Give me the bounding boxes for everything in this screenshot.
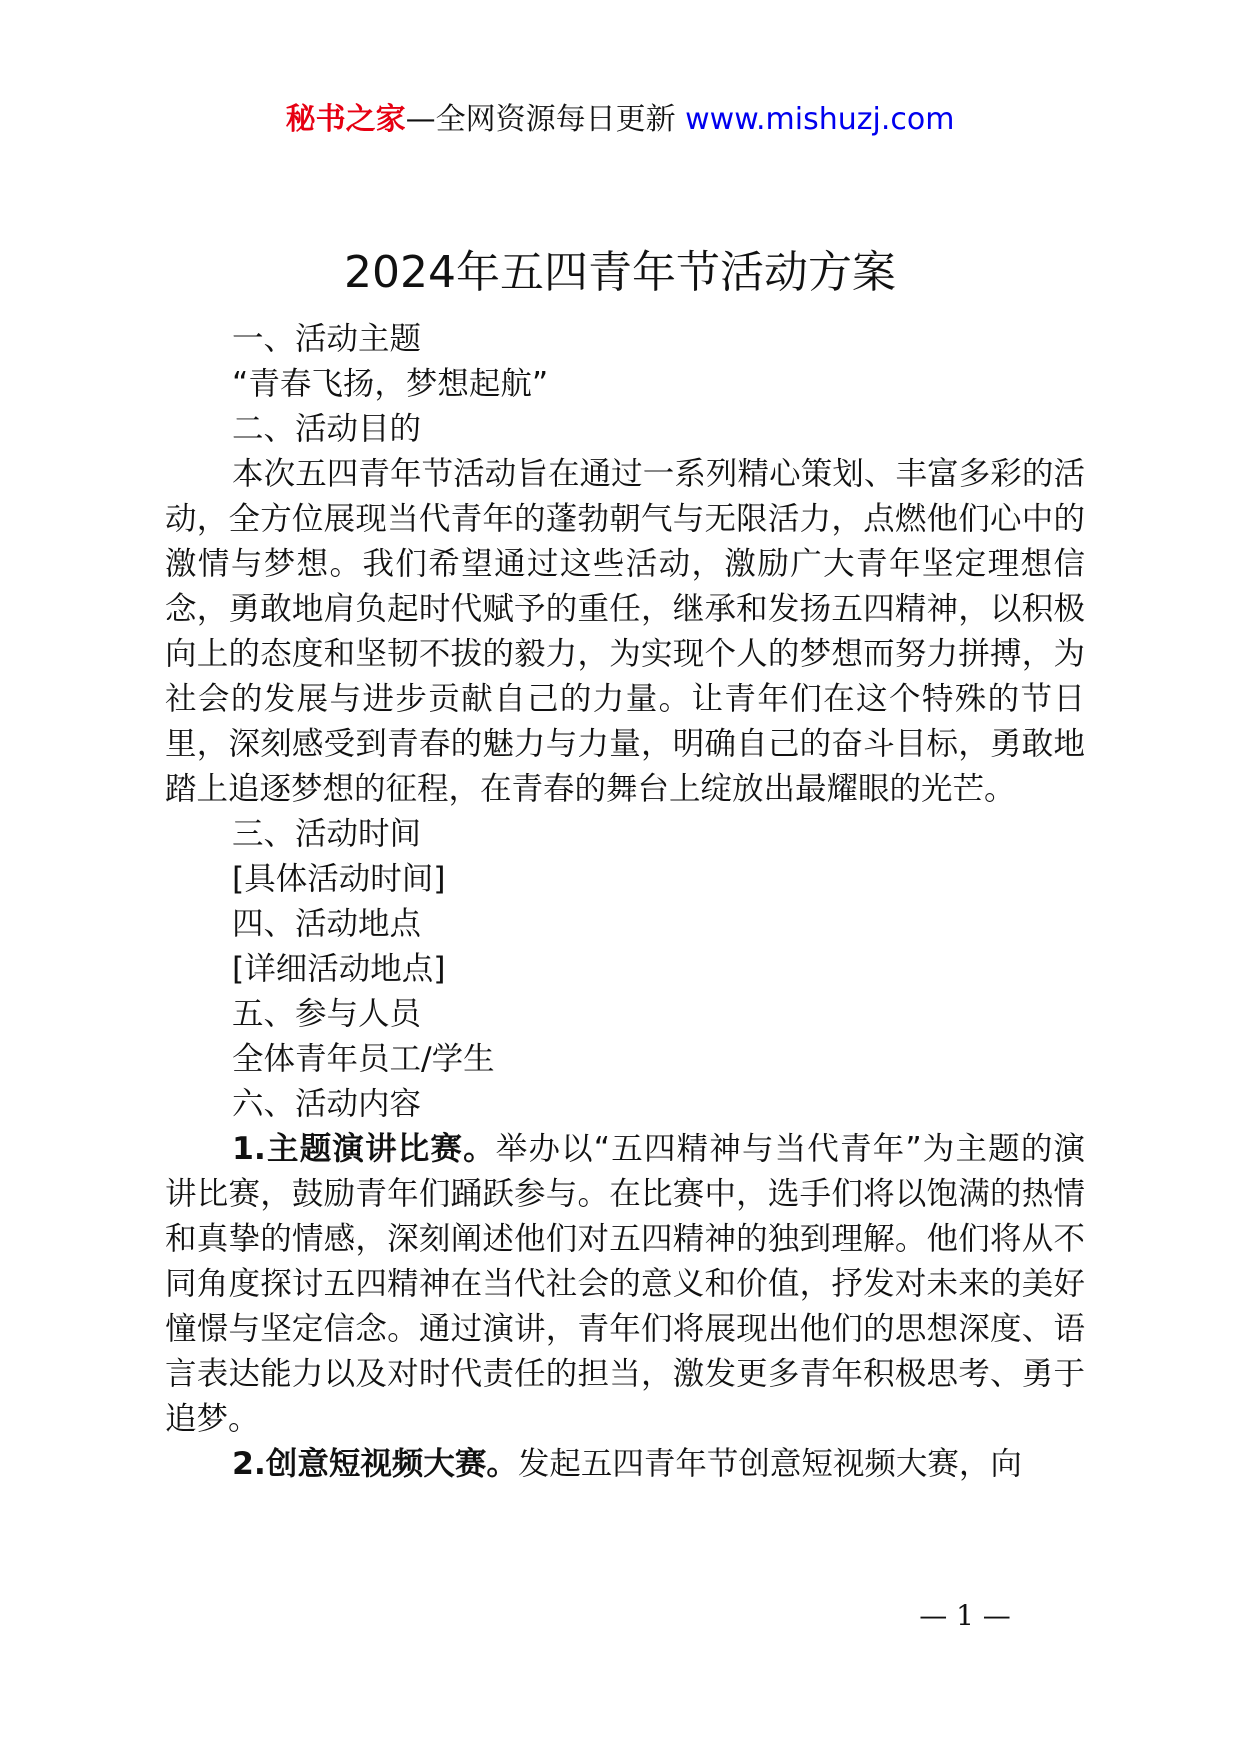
document-body (165, 317, 1085, 1487)
theme-text: “青春飞扬，梦想起航” (232, 366, 549, 402)
purpose-paragraph: 本次五四青年节活动旨在通过一系列精心策划、丰富多彩的活动，全方位展现当代青年的蓬勃朝气与无限活力，点燃他们心中的激情与梦想。我们希望通过这些活动，激励广大青年坚定理想信念，勇敢地肩负起时代赋予的重任，继承和发扬五四精神，以积极向上的态度和坚韧不拔的毅力，为实现个人的梦想而努力拼搏，为社会的发展与进步贡献自己的力量。让青年们在这个特殊的节日里，深刻感受到青春的魅力与力量，明确自己的奋斗目标，勇敢地踏上追逐梦想的征程，在青春的舞台上绽放出最耀眼的光芒。 (165, 456, 1085, 807)
location-text: [详细活动地点] (232, 951, 446, 987)
section-heading-content: 六、活动内容 (232, 1086, 422, 1122)
section-heading-participants: 五、参与人员 (232, 996, 422, 1032)
site-brand: 秘书之家 (285, 102, 406, 137)
site-header (0, 100, 1240, 140)
content-item-speech-title: 1.主题演讲比赛。 (232, 1131, 496, 1167)
content-item-video (165, 1442, 1085, 1487)
page-number: — 1 — (919, 1599, 1011, 1632)
section-heading-theme: 一、活动主题 (232, 321, 422, 357)
time-text: [具体活动时间] (232, 861, 446, 897)
participants-text: 全体青年员工/学生 (232, 1041, 495, 1077)
content-item-video-text: 发起五四青年节创意短视频大赛，向 (517, 1446, 1022, 1482)
site-url-link[interactable]: www.mishuzj.com (685, 102, 955, 137)
site-tagline: —全网资源每日更新 (405, 102, 676, 137)
content-item-speech-text: 举办以“五四精神与当代青年”为主题的演讲比赛，鼓励青年们踊跃参与。在比赛中，选手们将以饱满的热情和真挚的情感，深刻阐述他们对五四精神的独到理解。他们将从不同角度探讨五四精神在当代社会的意义和价值，抒发对未来的美好憧憬与坚定信念。通过演讲，青年们将展现出他们的思想深度、语言表达能力以及对时代责任的担当，激发更多青年积极思考、勇于追梦。 (165, 1131, 1085, 1437)
document-title: 2024年五四青年节活动方案 (344, 247, 896, 298)
section-heading-purpose: 二、活动目的 (232, 411, 422, 447)
content-item-speech (165, 1127, 1085, 1442)
section-heading-location: 四、活动地点 (232, 906, 422, 942)
section-heading-time: 三、活动时间 (232, 816, 422, 852)
content-item-video-title: 2.创意短视频大赛。 (232, 1446, 518, 1482)
